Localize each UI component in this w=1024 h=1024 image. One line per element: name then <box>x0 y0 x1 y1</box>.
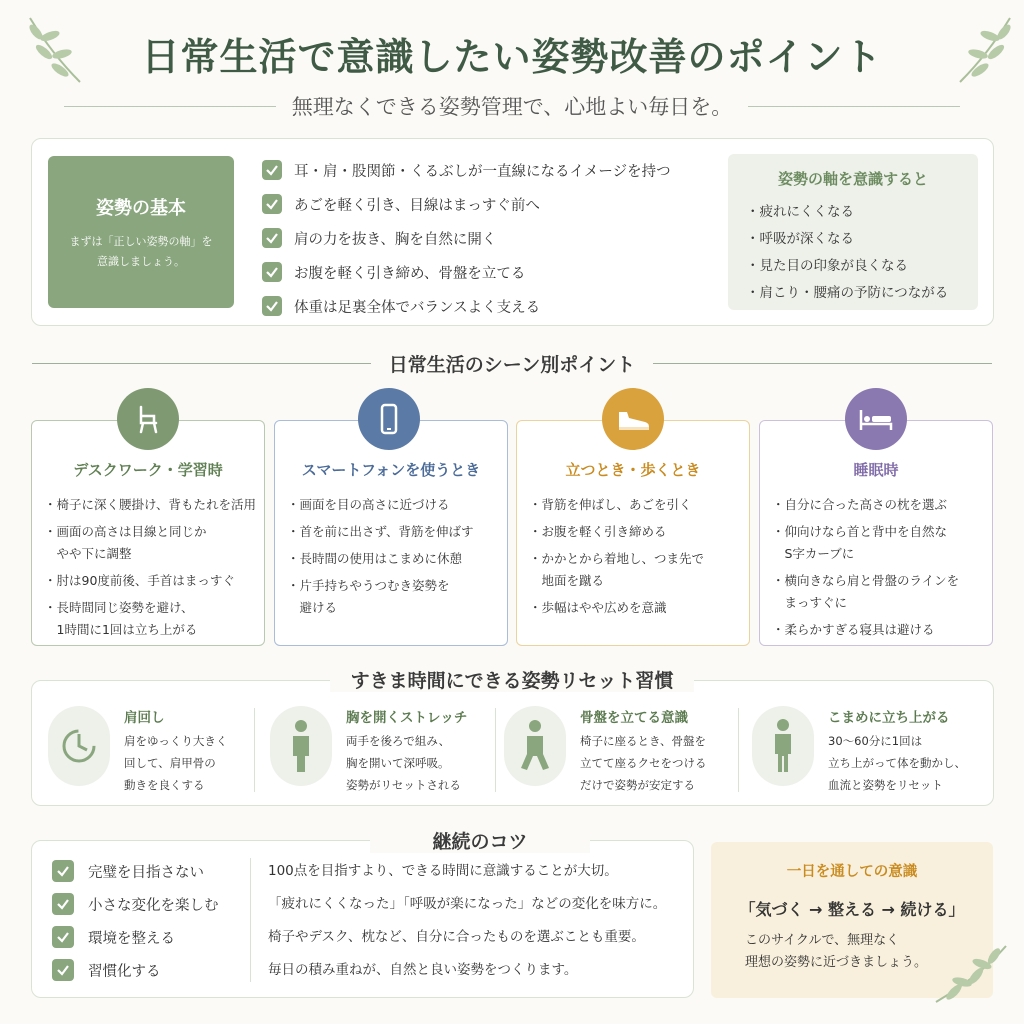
basics-box <box>48 156 234 308</box>
section-title: 継続のコツ <box>432 830 528 853</box>
habit-item <box>270 698 490 798</box>
scene-point <box>529 597 741 619</box>
basics-title: 姿勢の基本 <box>96 198 186 219</box>
page-title: 日常生活で意識したい姿勢改善のポイント <box>141 34 883 79</box>
scene-point <box>287 521 499 543</box>
scene-point-text: やや下に調整 <box>44 546 132 561</box>
scene-point-text: ・横向きなら肩と骨盤のラインを <box>772 573 960 588</box>
tip-description: 毎日の積み重ねが、自然と良い姿勢をつくります。 <box>268 962 578 978</box>
tip-description: 「疲れにくくなった」「呼吸が楽になった」などの変化を味方に。 <box>268 896 667 912</box>
scene-point-text: ・長時間の使用はこまめに休憩 <box>287 551 463 566</box>
scene-card-desk <box>31 420 265 646</box>
scene-point <box>772 494 984 516</box>
axis-item: ・疲れにくくなる <box>746 204 854 220</box>
habit-desc <box>346 730 461 796</box>
daily-cycle: 「気づく → 整える → 続ける」 <box>739 900 965 919</box>
scene-point-text: ・仰向けなら首と背中を自然な <box>772 524 948 539</box>
scene-point <box>772 592 984 614</box>
scene-title: 立つとき・歩くとき <box>565 461 701 479</box>
scene-point <box>287 575 499 597</box>
habit-desc-line: だけで姿勢が安定する <box>580 778 695 792</box>
scene-point <box>44 619 256 641</box>
scene-title: スマートフォンを使うとき <box>301 461 481 479</box>
smartphone-icon <box>358 388 420 450</box>
daily-text-line: このサイクルで、無理なく <box>745 933 900 948</box>
scene-point <box>287 494 499 516</box>
scenes-heading <box>32 350 992 376</box>
habit-desc-line: 姿勢がリセットされる <box>346 778 461 792</box>
habit-desc <box>580 730 707 796</box>
habit-desc <box>124 730 227 796</box>
scene-point <box>529 521 741 543</box>
scene-points <box>517 494 749 619</box>
habit-title: 骨盤を立てる意識 <box>580 710 688 726</box>
scene-point-text: S字カーブに <box>772 546 855 561</box>
check-label: 体重は足裏全体でバランスよく支える <box>294 299 541 316</box>
check-icon <box>52 926 74 948</box>
basics-text-line: 意識しましょう。 <box>97 255 185 268</box>
scene-point-text: ・柔らかすぎる寝具は避ける <box>772 622 935 637</box>
section-title: すきま時間にできる姿勢リセット習慣 <box>350 669 674 692</box>
scene-point-text: まっすぐに <box>772 595 848 610</box>
scene-point <box>44 494 256 516</box>
scene-point-text: ・首を前に出さず、背筋を伸ばす <box>287 524 474 539</box>
scene-card-sleep <box>759 420 993 646</box>
daily-text-line: 理想の姿勢に近づきましょう。 <box>745 955 928 970</box>
tip-item <box>52 924 175 950</box>
check-icon <box>52 959 74 981</box>
axis-list <box>728 199 978 307</box>
tip-item <box>52 957 161 983</box>
divider <box>653 363 992 364</box>
chest-stretch-icon <box>270 706 332 786</box>
section-title: 日常生活のシーン別ポイント <box>388 353 636 376</box>
scene-point-text: ・自分に合った高さの枕を選ぶ <box>772 497 948 512</box>
scene-point-text: ・歩幅はやや広めを意識 <box>529 600 667 615</box>
chair-icon <box>117 388 179 450</box>
habit-desc-line: 胸を開いて深呼吸。 <box>346 756 450 770</box>
habit-desc-line: 肩をゆっくり大きく <box>124 734 228 748</box>
habit-title: こまめに立ち上がる <box>828 710 950 726</box>
habit-desc-line: 立てて座るクセをつける <box>580 756 707 770</box>
axis-title: 姿勢の軸を意識すると <box>777 170 928 188</box>
scene-point-text: ・肘は90度前後、手首はまっすぐ <box>44 573 235 588</box>
check-icon <box>262 160 282 180</box>
habit-desc-line: 30〜60分に1回は <box>828 734 923 748</box>
divider <box>738 708 739 792</box>
scene-points <box>32 494 264 641</box>
check-icon <box>262 194 282 214</box>
tip-label: 完璧を目指さない <box>88 864 204 881</box>
scene-point <box>529 548 741 570</box>
check-item <box>262 255 712 289</box>
tip-description: 100点を目指すより、できる時間に意識することが大切。 <box>268 863 618 879</box>
tip-label: 小さな変化を楽しむ <box>88 897 219 914</box>
basics-text <box>48 232 234 272</box>
bed-icon <box>845 388 907 450</box>
basics-checklist <box>262 153 712 323</box>
divider <box>495 708 496 792</box>
habits-heading <box>330 666 694 692</box>
scene-point <box>44 570 256 592</box>
axis-item: ・肩こり・腰痛の予防につながる <box>746 285 949 301</box>
tip-item <box>52 891 219 917</box>
scene-title: 睡眠時 <box>853 461 899 479</box>
divider <box>32 363 371 364</box>
axis-item: ・呼吸が深くなる <box>746 231 854 247</box>
tip-description: 椅子やデスク、枕など、自分に合ったものを選ぶことも重要。 <box>268 929 645 945</box>
check-icon <box>52 893 74 915</box>
habit-desc-line: 椅子に座るとき、骨盤を <box>580 734 707 748</box>
habit-desc-line: 回して、肩甲骨の <box>124 756 216 770</box>
divider <box>64 106 276 107</box>
scene-point <box>287 548 499 570</box>
scene-point-text: 避ける <box>287 600 338 615</box>
habit-item <box>752 698 982 798</box>
divider <box>254 708 255 792</box>
check-icon <box>52 860 74 882</box>
tip-label: 環境を整える <box>88 930 175 947</box>
subtitle-row <box>64 92 960 120</box>
shoulder-roll-icon <box>48 706 110 786</box>
check-icon <box>262 228 282 248</box>
scene-card-walking <box>516 420 750 646</box>
check-item <box>262 187 712 221</box>
scene-point-text: ・片手持ちやうつむき姿勢を <box>287 578 450 593</box>
leaf-branch-icon <box>930 942 1010 1006</box>
scene-point-text: ・椅子に深く腰掛け、背もたれを活用 <box>44 497 257 512</box>
scene-point <box>772 619 984 641</box>
habit-item <box>504 698 734 798</box>
habit-title: 胸を開くストレッチ <box>346 710 468 726</box>
check-label: 肩の力を抜き、胸を自然に開く <box>294 231 497 248</box>
scene-title: デスクワーク・学習時 <box>73 461 223 479</box>
check-label: お腹を軽く引き締め、骨盤を立てる <box>294 265 526 282</box>
tip-label: 習慣化する <box>88 963 161 980</box>
check-item <box>262 221 712 255</box>
scene-point <box>287 597 499 619</box>
scene-point-text: 地面を蹴る <box>529 573 605 588</box>
scene-point <box>44 543 256 565</box>
scene-point <box>772 543 984 565</box>
scene-point <box>772 521 984 543</box>
scene-point-text: ・画面の高さは目線と同じか <box>44 524 207 539</box>
scene-point-text: ・長時間同じ姿勢を避け、 <box>44 600 194 615</box>
scene-point-text: ・画面を目の高さに近づける <box>287 497 450 512</box>
habit-item <box>48 698 248 798</box>
check-label: 耳・肩・股関節・くるぶしが一直線になるイメージを持つ <box>294 163 671 180</box>
check-item <box>262 289 712 323</box>
axis-benefits-box <box>728 154 978 310</box>
habit-desc-line: 両手を後ろで組み、 <box>346 734 451 748</box>
check-label: あごを軽く引き、目線はまっすぐ前へ <box>294 197 540 214</box>
scene-point <box>44 521 256 543</box>
habit-desc <box>828 730 966 796</box>
page-subtitle: 無理なくできる姿勢管理で、心地よい毎日を。 <box>291 95 733 119</box>
tip-item <box>52 858 204 884</box>
habit-desc-line: 血流と姿勢をリセット <box>828 778 943 792</box>
daily-title: 一日を通しての意識 <box>786 864 918 880</box>
scene-points <box>760 494 992 641</box>
shoe-icon <box>602 388 664 450</box>
basics-text-line: まずは「正しい姿勢の軸」を <box>69 235 213 248</box>
pelvis-icon <box>504 706 566 786</box>
check-icon <box>262 296 282 316</box>
scene-point-text: ・かかとから着地し、つま先で <box>529 551 705 566</box>
habit-desc-line: 立ち上がって体を動かし、 <box>828 756 966 770</box>
check-icon <box>262 262 282 282</box>
divider <box>748 106 960 107</box>
standing-person-icon <box>752 706 814 786</box>
scene-point <box>529 570 741 592</box>
scene-point-text: ・背筋を伸ばし、あごを引く <box>529 497 692 512</box>
habit-title: 肩回し <box>124 710 165 726</box>
check-item <box>262 153 712 187</box>
scene-points <box>275 494 507 619</box>
divider <box>250 858 251 982</box>
scene-point-text: ・お腹を軽く引き締める <box>529 524 667 539</box>
scene-point <box>772 570 984 592</box>
scene-point <box>529 494 741 516</box>
axis-item: ・見た目の印象が良くなる <box>746 258 908 274</box>
habit-desc-line: 動きを良くする <box>124 778 205 792</box>
tips-heading <box>370 827 590 853</box>
scene-card-smartphone <box>274 420 508 646</box>
scene-point <box>44 597 256 619</box>
scene-point-text: 1時間に1回は立ち上がる <box>44 622 198 637</box>
